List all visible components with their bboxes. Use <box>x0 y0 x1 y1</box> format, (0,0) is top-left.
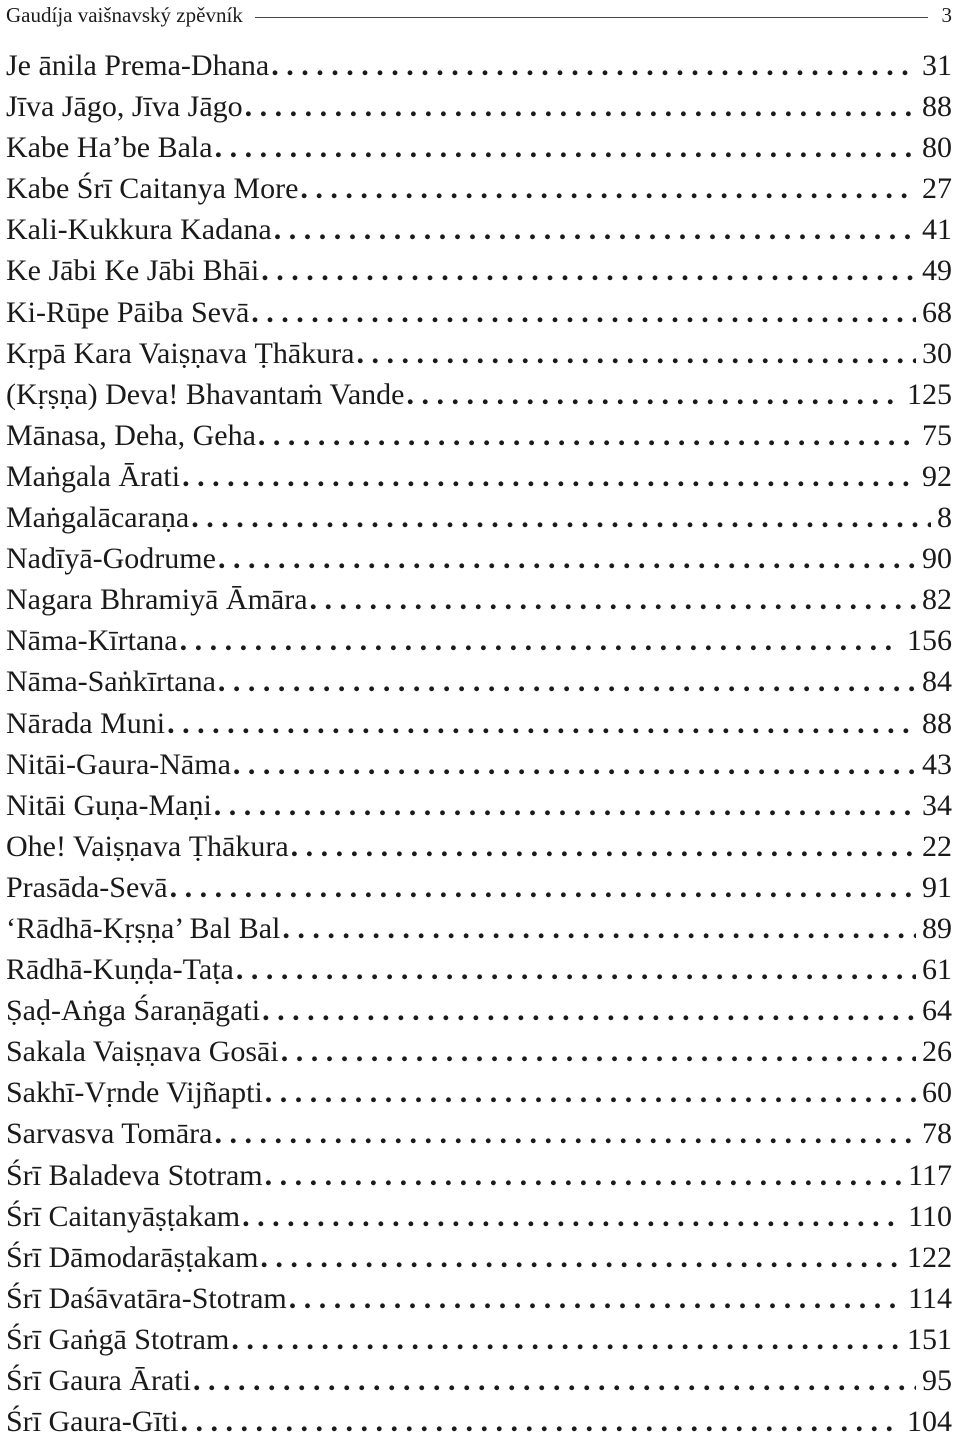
toc-entry-page: 110 <box>908 1196 952 1237</box>
dot-leader <box>291 826 916 867</box>
toc-entry[interactable] <box>6 579 952 620</box>
toc-entry[interactable] <box>6 333 952 374</box>
toc-entry-page: 104 <box>907 1401 952 1442</box>
toc-entry[interactable] <box>6 45 952 86</box>
toc-entry-title: Maṅgala Ārati <box>6 456 180 497</box>
toc-entry-title: Śrī Gaura-Gīti <box>6 1401 178 1442</box>
toc-entry-page: 95 <box>922 1360 952 1401</box>
toc-entry[interactable] <box>6 209 952 250</box>
toc-entry-page: 80 <box>922 127 952 168</box>
toc-entry-title: Nagara Bhramiyā Āmāra <box>6 579 308 620</box>
toc-entry-title: Kali-Kukkura Kadana <box>6 209 272 250</box>
toc-entry-title: Je ānila Prema-Dhana <box>6 45 269 86</box>
dot-leader <box>289 1278 902 1319</box>
dot-leader <box>406 374 901 415</box>
toc-entry-page: 60 <box>922 1072 952 1113</box>
dot-leader <box>233 744 916 785</box>
toc-entry[interactable] <box>6 620 952 661</box>
toc-entry-page: 156 <box>907 620 952 661</box>
toc-entry[interactable] <box>6 826 952 867</box>
toc-entry-title: Nārada Muni <box>6 703 165 744</box>
dot-leader <box>245 86 916 127</box>
toc-entry-title: Śrī Daśāvatāra-Stotram <box>6 1278 287 1319</box>
toc-entry[interactable] <box>6 1072 952 1113</box>
toc-entry-page: 30 <box>922 333 952 374</box>
dot-leader <box>218 661 916 702</box>
toc-entry[interactable] <box>6 703 952 744</box>
toc-entry[interactable] <box>6 292 952 333</box>
toc-entry[interactable] <box>6 908 952 949</box>
toc-entry-title: Śrī Gaṅgā Stotram <box>6 1319 229 1360</box>
toc-entry-title: Ṣaḍ-Aṅga Śaraṇāgati <box>6 990 260 1031</box>
toc-entry-page: 43 <box>922 744 952 785</box>
toc-entry[interactable] <box>6 538 952 579</box>
toc-entry-title: ‘Rādhā-Kṛṣṇa’ Bal Bal <box>6 908 280 949</box>
dot-leader <box>262 990 916 1031</box>
toc-entry[interactable] <box>6 374 952 415</box>
toc-entry-title: Śrī Caitanyāṣṭakam <box>6 1196 240 1237</box>
toc-entry-page: 125 <box>907 374 952 415</box>
toc-entry[interactable] <box>6 744 952 785</box>
toc-entry-page: 151 <box>907 1319 952 1360</box>
toc-entry-page: 90 <box>922 538 952 579</box>
toc-entry[interactable] <box>6 168 952 209</box>
dot-leader <box>167 703 916 744</box>
toc-entry[interactable] <box>6 661 952 702</box>
toc-entry-page: 26 <box>922 1031 952 1072</box>
toc-entry-title: Jīva Jāgo, Jīva Jāgo <box>6 86 243 127</box>
toc-entry-title: Sarvasva Tomāra <box>6 1113 212 1154</box>
toc-entry-title: Prasāda-Sevā <box>6 867 168 908</box>
toc-entry-page: 84 <box>922 661 952 702</box>
dot-leader <box>356 333 916 374</box>
toc-entry-title: Rādhā-Kuṇḍa-Taṭa <box>6 949 234 990</box>
toc-entry-page: 88 <box>922 703 952 744</box>
toc-entry-page: 78 <box>922 1113 952 1154</box>
dot-leader <box>310 579 916 620</box>
book-title: Gaudíja vaišnavský zpěvník <box>6 3 243 28</box>
toc-entry-page: 31 <box>922 45 952 86</box>
toc-entry-title: Nitāi Guṇa-Maṇi <box>6 785 212 826</box>
toc-entry-title: Ki-Rūpe Pāiba Sevā <box>6 292 249 333</box>
dot-leader <box>281 1031 916 1072</box>
toc-entry[interactable] <box>6 867 952 908</box>
dot-leader <box>170 867 916 908</box>
toc-entry-title: Śrī Gaura Ārati <box>6 1360 191 1401</box>
dot-leader <box>193 1360 916 1401</box>
toc-entry-page: 114 <box>908 1278 952 1319</box>
dot-leader <box>191 497 931 538</box>
toc-entry[interactable] <box>6 1031 952 1072</box>
toc-entry-page: 64 <box>922 990 952 1031</box>
dot-leader <box>242 1196 902 1237</box>
running-header <box>6 0 960 30</box>
toc-entry[interactable] <box>6 1155 952 1196</box>
toc-entry[interactable] <box>6 949 952 990</box>
toc-entry-title: Śrī Dāmodarāṣṭakam <box>6 1237 258 1278</box>
dot-leader <box>182 456 916 497</box>
toc-entry-page: 82 <box>922 579 952 620</box>
toc-entry-page: 117 <box>908 1155 952 1196</box>
toc-entry-page: 75 <box>922 415 952 456</box>
dot-leader <box>258 415 916 456</box>
toc-entry-page: 49 <box>922 250 952 291</box>
toc-entry-page: 122 <box>907 1237 952 1278</box>
dot-leader <box>231 1319 901 1360</box>
toc-entry-title: Sakhī-Vṛnde Vijñapti <box>6 1072 263 1113</box>
toc-entry[interactable] <box>6 1360 952 1401</box>
toc-entry[interactable] <box>6 456 952 497</box>
toc-entry-title: Nitāi-Gaura-Nāma <box>6 744 231 785</box>
toc-entry[interactable] <box>6 990 952 1031</box>
toc-entry-title: Ohe! Vaiṣṇava Ṭhākura <box>6 826 289 867</box>
dot-leader <box>251 292 916 333</box>
dot-leader <box>260 1237 901 1278</box>
toc-entry-page: 68 <box>922 292 952 333</box>
toc-entry[interactable] <box>6 497 952 538</box>
toc-entry-title: Sakala Vaiṣṇava Gosāi <box>6 1031 279 1072</box>
toc-entry-page: 41 <box>922 209 952 250</box>
dot-leader <box>218 538 916 579</box>
toc-entry-title: Kṛpā Kara Vaiṣṇava Ṭhākura <box>6 333 354 374</box>
toc-entry-title: Nāma-Saṅkīrtana <box>6 661 216 702</box>
toc-entry-title: Kabe Śrī Caitanya More <box>6 168 298 209</box>
dot-leader <box>274 209 916 250</box>
toc-entry[interactable] <box>6 86 952 127</box>
header-rule <box>255 17 928 18</box>
toc-entry-title: Śrī Baladeva Stotram <box>6 1155 263 1196</box>
dot-leader <box>180 620 901 661</box>
dot-leader <box>215 127 916 168</box>
toc-entry[interactable] <box>6 1278 952 1319</box>
page-number: 3 <box>942 3 960 28</box>
dot-leader <box>214 785 916 826</box>
toc-entry-title: Nadīyā-Godrume <box>6 538 216 579</box>
dot-leader <box>265 1072 916 1113</box>
toc-entry-title: (Kṛṣṇa) Deva! Bhavantaṁ Vande <box>6 374 404 415</box>
toc-entry-title: Nāma-Kīrtana <box>6 620 178 661</box>
toc-entry[interactable] <box>6 1113 952 1154</box>
toc-entry[interactable] <box>6 1237 952 1278</box>
dot-leader <box>214 1113 916 1154</box>
toc-entry[interactable] <box>6 785 952 826</box>
toc-entry[interactable] <box>6 1401 952 1442</box>
toc-entry-page: 22 <box>922 826 952 867</box>
toc-entry-page: 8 <box>937 497 952 538</box>
dot-leader <box>282 908 916 949</box>
toc-entry[interactable] <box>6 1196 952 1237</box>
toc-entry-title: Kabe Ha’be Bala <box>6 127 213 168</box>
dot-leader <box>265 1155 902 1196</box>
table-of-contents <box>6 45 952 1442</box>
toc-entry-page: 34 <box>922 785 952 826</box>
dot-leader <box>300 168 916 209</box>
dot-leader <box>271 45 916 86</box>
toc-entry-page: 61 <box>922 949 952 990</box>
dot-leader <box>236 949 916 990</box>
dot-leader <box>261 250 916 291</box>
toc-entry-page: 89 <box>922 908 952 949</box>
toc-entry[interactable] <box>6 250 952 291</box>
toc-entry-title: Mānasa, Deha, Geha <box>6 415 256 456</box>
toc-entry-page: 88 <box>922 86 952 127</box>
toc-entry[interactable] <box>6 415 952 456</box>
toc-entry-page: 92 <box>922 456 952 497</box>
toc-entry[interactable] <box>6 127 952 168</box>
toc-entry-page: 91 <box>922 867 952 908</box>
toc-entry-page: 27 <box>922 168 952 209</box>
toc-entry-title: Maṅgalācaraṇa <box>6 497 189 538</box>
dot-leader <box>180 1401 901 1442</box>
toc-entry-title: Ke Jābi Ke Jābi Bhāi <box>6 250 259 291</box>
toc-entry[interactable] <box>6 1319 952 1360</box>
